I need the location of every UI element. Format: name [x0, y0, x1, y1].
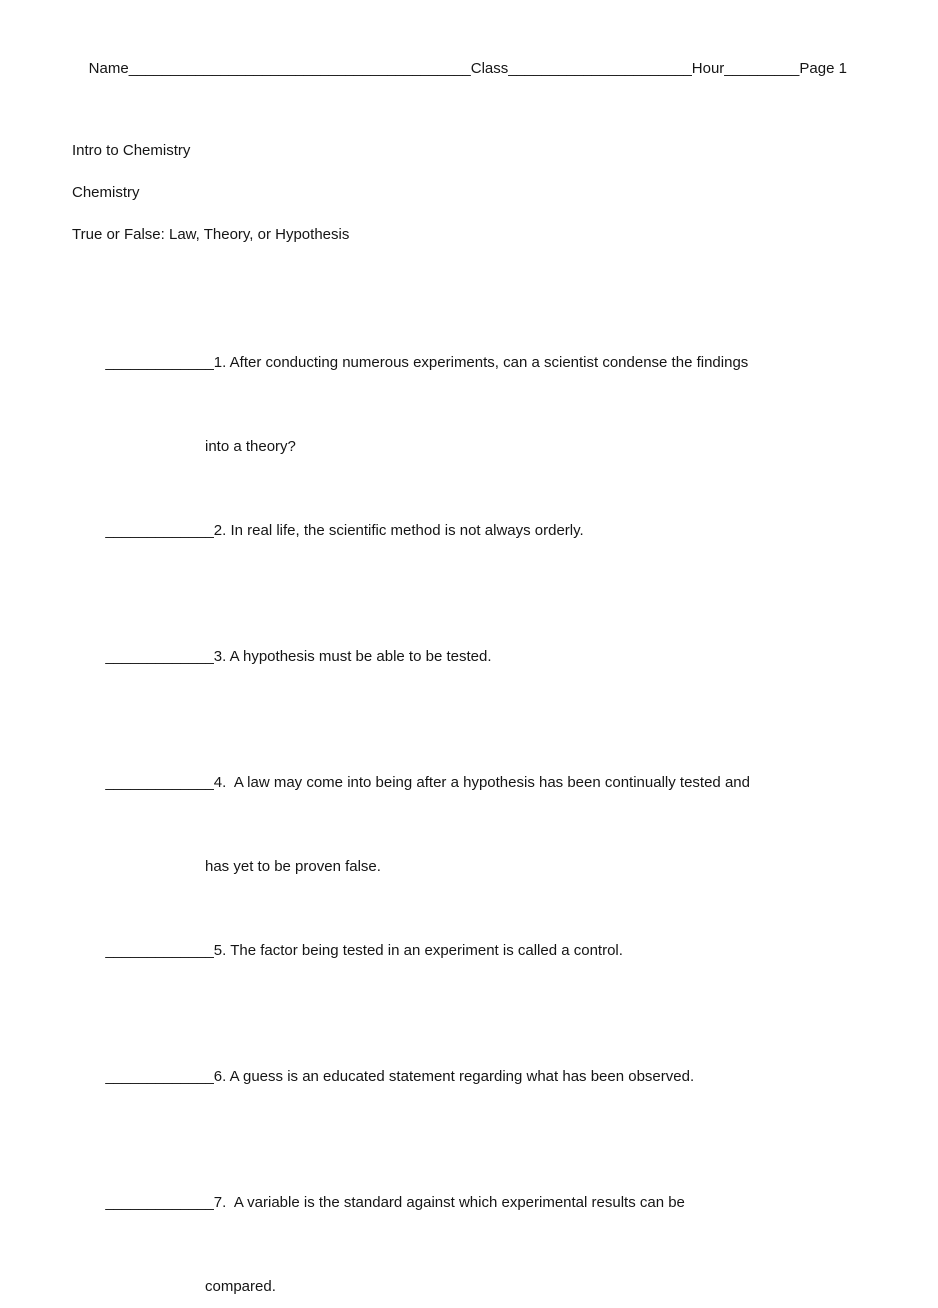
question-text: A variable is the standard against which experimental results can be	[226, 1194, 685, 1211]
question-text-continued: into a theory?	[205, 438, 296, 455]
question-7	[72, 1140, 866, 1308]
question-text-continued: has yet to be proven false.	[205, 858, 381, 875]
hour-blank[interactable]: _________	[724, 60, 800, 77]
page-number: Page 1	[799, 60, 847, 77]
subject-title: Chemistry	[72, 184, 140, 201]
question-number: 5.	[213, 942, 227, 959]
question-number: 7.	[213, 1194, 227, 1211]
class-blank[interactable]: ______________________	[508, 60, 692, 77]
answer-blank[interactable]: _____________	[105, 942, 214, 959]
class-label: Class	[470, 60, 509, 77]
answer-blank[interactable]: _____________	[105, 1068, 214, 1085]
answer-blank[interactable]: _____________	[105, 648, 214, 665]
worksheet-meta	[72, 130, 866, 256]
answer-blank[interactable]: _____________	[105, 774, 214, 791]
question-2	[72, 468, 866, 594]
hour-label: Hour	[691, 60, 725, 77]
question-6	[72, 1014, 866, 1140]
question-number: 3.	[213, 648, 227, 665]
question-text: The factor being tested in an experiment is called a control.	[226, 942, 623, 959]
question-number: 6.	[213, 1068, 227, 1085]
name-blank[interactable]: _________________________________________	[128, 60, 471, 77]
header	[72, 36, 866, 102]
question-text: A guess is an educated statement regarding what has been observed.	[226, 1068, 695, 1085]
worksheet-title: True or False: Law, Theory, or Hypothesis	[72, 226, 350, 243]
answer-blank[interactable]: _____________	[105, 1194, 214, 1211]
question-text: A hypothesis must be able to be tested.	[226, 648, 492, 665]
question-text-continued: compared.	[205, 1278, 276, 1295]
question-3	[72, 594, 866, 720]
question-1	[72, 300, 866, 468]
course-title: Intro to Chemistry	[72, 142, 191, 159]
question-text: In real life, the scientific method is not always orderly.	[226, 522, 584, 539]
question-number: 4.	[213, 774, 227, 791]
question-number: 1.	[213, 354, 227, 371]
question-list	[72, 300, 866, 1308]
answer-blank[interactable]: _____________	[105, 354, 214, 371]
question-4	[72, 720, 866, 888]
question-text: A law may come into being after a hypothesis has been continually tested and	[226, 774, 750, 791]
question-text: After conducting numerous experiments, can a scientist condense the findings	[226, 354, 749, 371]
name-label: Name	[88, 60, 129, 77]
question-5	[72, 888, 866, 1014]
answer-blank[interactable]: _____________	[105, 522, 214, 539]
question-number: 2.	[213, 522, 227, 539]
